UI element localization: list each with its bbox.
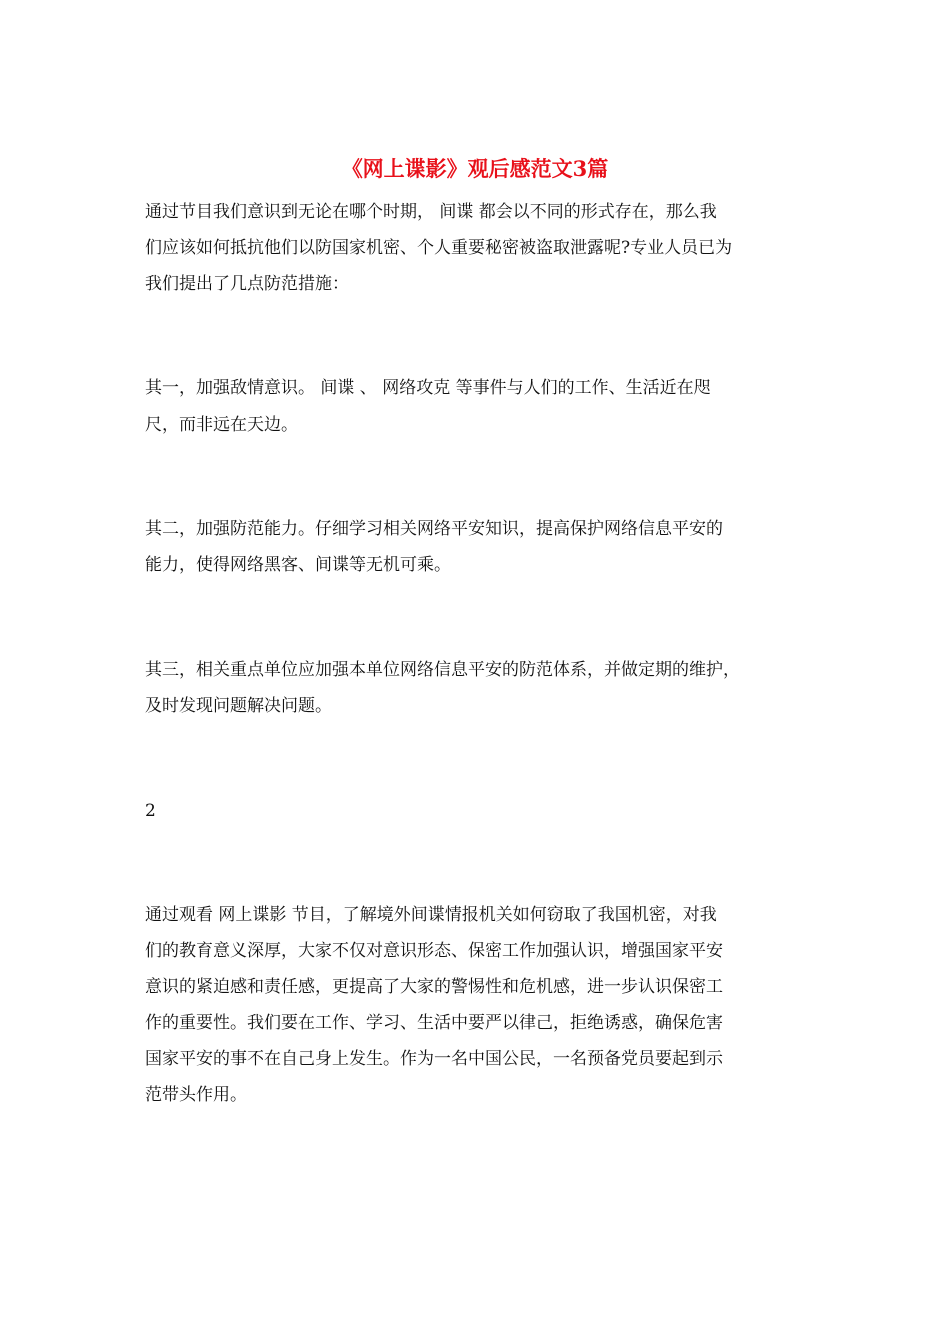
paragraph-4-line-2: 及时发现问题解决问题。 bbox=[145, 696, 332, 716]
paragraph-1-line-2: 们应该如何抵抗他们以防国家机密、个人重要秘密被盗取泄露呢?专业人员已为 bbox=[145, 238, 733, 258]
paragraph-6-line-3: 意识的紧迫感和责任感，更提高了大家的警惕性和危机感，进一步认识保密工 bbox=[145, 977, 723, 997]
paragraph-4-line-1: 其三，相关重点单位应加强本单位网络信息平安的防范体系，并做定期的维护， bbox=[145, 660, 740, 680]
paragraph-6-line-4: 作的重要性。我们要在工作、学习、生活中要严以律己，拒绝诱惑，确保危害 bbox=[145, 1013, 723, 1033]
paragraph-6-line-5: 国家平安的事不在自己身上发生。作为一名中国公民，一名预备党员要起到示 bbox=[145, 1049, 723, 1069]
paragraph-2-line-2: 尺，而非远在天边。 bbox=[145, 415, 298, 435]
document-title: 《网上谍影》观后感范文3篇 bbox=[341, 156, 609, 181]
paragraph-1-line-3: 我们提出了几点防范措施： bbox=[145, 274, 349, 294]
paragraph-6-line-2: 们的教育意义深厚，大家不仅对意识形态、保密工作加强认识，增强国家平安 bbox=[145, 941, 723, 961]
section-number: 2 bbox=[145, 801, 156, 821]
paragraph-2-line-1: 其一，加强敌情意识。 间谍 、 网络攻克 等事件与人们的工作、生活近在咫 bbox=[145, 378, 711, 398]
paragraph-3-line-1: 其二，加强防范能力。仔细学习相关网络平安知识，提高保护网络信息平安的 bbox=[145, 519, 723, 539]
paragraph-1-line-1: 通过节目我们意识到无论在哪个时期， 间谍 都会以不同的形式存在，那么我 bbox=[145, 202, 717, 222]
paragraph-6-line-6: 范带头作用。 bbox=[145, 1085, 247, 1105]
paragraph-3-line-2: 能力，使得网络黑客、间谍等无机可乘。 bbox=[145, 555, 451, 575]
paragraph-6-line-1: 通过观看 网上谍影 节目，了解境外间谍情报机关如何窃取了我国机密，对我 bbox=[145, 905, 717, 925]
